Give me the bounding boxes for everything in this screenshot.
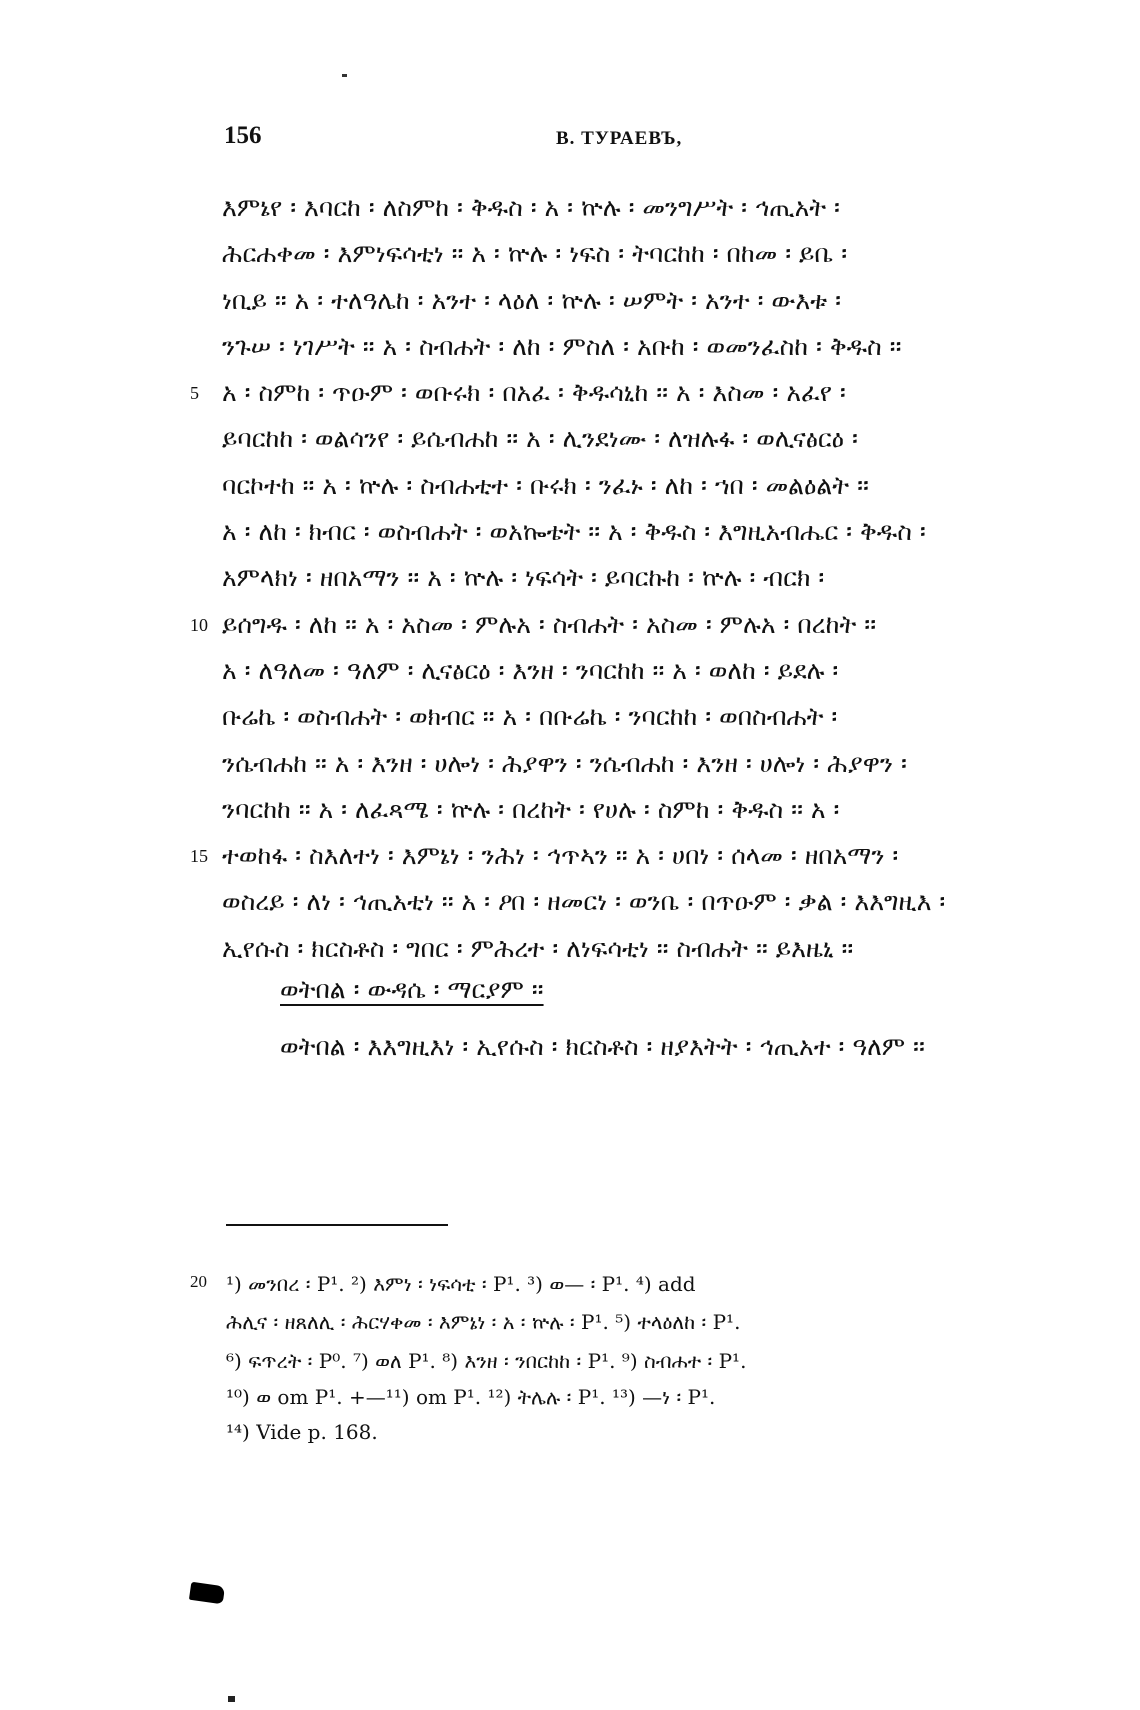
footnote-text: ¹) መንበረ ፡ P¹. ²) እምነ ፡ ነፍሳቲ ፡ P¹. ³) ወ— ፡ P¹. ⁴) add (226, 1272, 696, 1296)
line-number: 15 (190, 846, 208, 867)
section-heading: ወትበል ፡ ውዳሴ ፡ ማርያም ፡፡ (280, 975, 544, 1004)
text-line (190, 324, 1010, 370)
text-line (190, 648, 1010, 694)
line-text: ባርኮተከ ፡፡ አ ፡ ኵሉ ፡ ስብሐቲተ ፡ ቡሩክ ፡ ንፈኑ ፡ ለከ ፡ ኀበ ፡ መልዕልት ፡፡ (222, 470, 869, 500)
text-line (190, 926, 1010, 972)
text-line (190, 370, 1010, 416)
text-line (190, 231, 1010, 277)
footnote-text: ⁶) ፍጥረት ፡ P⁰. ⁷) ወለ P¹. ⁸) እንዘ ፡ ንበርከከ ፡ P¹. ⁹) ስብሐተ ፡ P¹. (226, 1349, 747, 1373)
main-text (190, 185, 1010, 972)
text-line (190, 278, 1010, 324)
line-text: ይሰግዱ ፡ ለከ ፡፡ አ ፡ አስመ ፡ ምሉአ ፡ ስብሐት ፡ አስመ ፡ ምሉአ ፡ በረከት ፡፡ (222, 609, 877, 639)
line-text: አ ፡ ስምከ ፡ ጥዑም ፡ ወቡሩክ ፡ በአፈ ፡ ቅዱሳኒከ ፡፡ አ ፡ እስመ ፡ አፈየ ፡ (222, 378, 846, 408)
line-text: ነቢይ ፡፡ አ ፡ ተለዓሌከ ፡ አንተ ፡ ላዕለ ፡ ኵሉ ፡ ሠምት ፡ አንተ ፡ ውእቱ ፡ (222, 285, 841, 315)
line-text: ኢየሱስ ፡ ክርስቶስ ፡ ግበር ፡ ምሕረተ ፡ ለነፍሳቲነ ፡፡ ስብሐት ፡፡ ይእዜኒ ፡፡ (222, 933, 854, 963)
ink-blot (189, 1582, 225, 1605)
page-number: 156 (224, 122, 262, 149)
line-text: አ ፡ ለከ ፡ ክብር ፡ ወስብሐት ፡ ወአኰቴት ፡፡ አ ፡ ቅዱስ ፡ እግዚአብሔር ፡ ቅዱስ ፡ (222, 517, 926, 547)
line-text: ተወከፋ ፡ ስእለተነ ፡ እምኔነ ፡ ንሕነ ፡ ኅጥኣን ፡፡ አ ፡ ሀበነ ፡ ሰላመ ፡ ዘበአማን ፡ (222, 841, 899, 871)
line-text: ንጉሠ ፡ ነገሥት ፡፡ አ ፡ ስብሐት ፡ ለከ ፡ ምስለ ፡ አቡከ ፡ ወመንፈስከ ፡ ቅዱስ ፡፡ (222, 331, 902, 361)
text-line (190, 787, 1010, 833)
footnote-text: ¹⁰) ወ om P¹. +—¹¹) om P¹. ¹²) ትሌሉ ፡ P¹. ¹³) —ነ ፡ P¹. (226, 1385, 716, 1409)
line-text: ንባርከከ ፡፡ አ ፡ ለፈጻሜ ፡ ኵሉ ፡ በረከት ፡ የሀሉ ፡ ስምከ ፡ ቅዱስ ፡፡ አ ፡ (222, 794, 840, 824)
line-text: ንሴብሐከ ፡፡ አ ፡ እንዘ ፡ ሀሎነ ፡ ሕያዋን ፡ ንሴብሐከ ፡ እንዘ ፡ ሀሎነ ፡ ሕያዋን ፡ (222, 748, 907, 778)
text-line (190, 185, 1010, 231)
text-line (190, 555, 1010, 601)
line-text: ወስረይ ፡ ለነ ፡ ኅጢአቲነ ፡፡ አ ፡ ዖበ ፡ ዘመርነ ፡ ወንቤ ፡ በጥዑም ፡ ቃል ፡ እእግዚእ ፡ (222, 887, 946, 917)
text-line (190, 602, 1010, 648)
line-text: ሕርሐቀመ ፡ እምነፍሳቲነ ፡፡ አ ፡ ኵሉ ፡ ነፍስ ፡ ትባርከከ ፡ በከመ ፡ ይቤ ፡ (222, 239, 848, 269)
line-number: 5 (190, 383, 199, 404)
footnote-text: ሕሊና ፡ ዘጸለሊ ፡ ሕርሃቀመ ፡ እምኔነ ፡ አ ፡ ኵሉ ፡ P¹. ⁵) ተላዕለከ ፡ P¹. (226, 1310, 741, 1334)
text-line (190, 833, 1010, 879)
line-text: አምላክነ ፡ ዘበአማን ፡፡ አ ፡ ኵሉ ፡ ነፍሳት ፡ ይባርኩከ ፡ ኵሉ ፡ ብርክ ፡ (222, 563, 825, 593)
line-number: 20 (190, 1272, 207, 1291)
line-number: 10 (190, 614, 208, 635)
line-text: ይባርከከ ፡ ወልሳንየ ፡ ይሴብሐከ ፡፡ አ ፡ ሊንደነሙ ፡ ለዝሉፋ ፡ ወሊናፅርዕ ፡ (222, 424, 858, 454)
scan-speck (228, 1696, 235, 1702)
running-title: B. ТУРАЕВЪ, (556, 128, 683, 149)
line-text: እምኔየ ፡ እባርከ ፡ ለስምከ ፡ ቅዱስ ፡ አ ፡ ኵሉ ፡ መንግሥት ፡ ኅጢአት ፡ (222, 193, 840, 222)
text-line (190, 416, 1010, 462)
line-text: ቡሬኬ ፡ ወስብሐት ፡ ወክብር ፡፡ አ ፡ በቡሬኬ ፡ ንባርከከ ፡ ወበስብሐት ፡ (222, 702, 838, 732)
section-heading: ወትበል ፡ እእግዚእነ ፡ ኢየሱስ ፡ ክርስቶስ ፡ ዘያእትት ፡ ኅጢአተ ፡ ዓለም ፡፡ (280, 1032, 925, 1061)
footnote-rule (226, 1224, 448, 1226)
scan-speck (342, 74, 347, 77)
line-text: አ ፡ ለዓለመ ፡ ዓለም ፡ ሊናፅርዕ ፡ እንዘ ፡ ንባርከከ ፡፡ አ ፡ ወለከ ፡ ይደሉ ፡ (222, 655, 839, 685)
text-line (190, 694, 1010, 740)
footnote-text: ¹⁴) Vide p. 168. (226, 1420, 378, 1444)
text-line (190, 741, 1010, 787)
text-line (190, 509, 1010, 555)
text-line (190, 879, 1010, 925)
text-line (190, 463, 1010, 509)
